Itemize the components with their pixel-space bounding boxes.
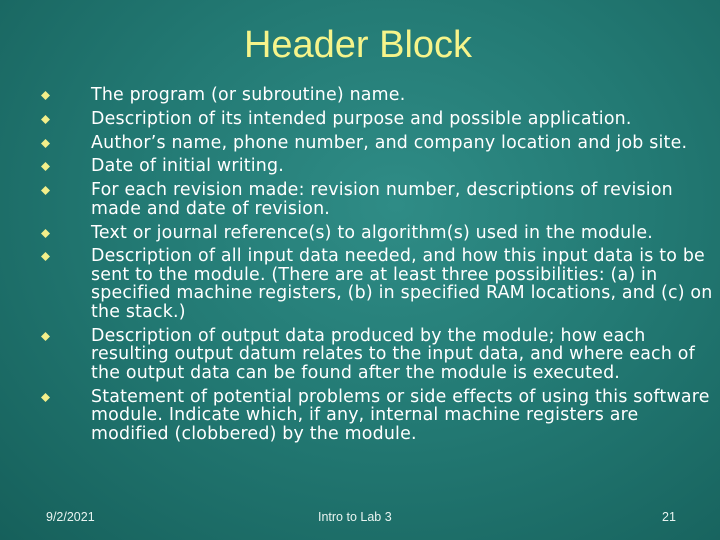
bullet-item [38,224,714,243]
bullet-text: Description of output data produced by the module; how each resulting output datum relates to the input data, and where each of the output data can be found after the module is executed. [91,325,695,384]
diamond-bullet-icon [41,229,50,238]
diamond-bullet-icon [41,332,50,341]
bullet-text: Date of initial writing. [91,156,284,177]
footer-date: 9/2/2021 [46,510,95,524]
bullet-item [38,388,714,444]
diamond-bullet-icon [41,186,50,195]
bullet-item [38,134,714,153]
slide-title: Header Block [243,24,473,66]
diamond-bullet-icon [41,252,50,261]
bullet-text: Statement of potential problems or side effects of using this software module. Indicate which, if any, internal machine registers are modified (clobbered) by the module. [91,386,710,444]
bullet-text: For each revision made: revision number, descriptions of revision made and date of revision. [91,180,673,219]
bullet-item [38,86,714,105]
page-number: 21 [662,510,676,524]
bullet-item [38,157,714,176]
footer-title: Intro to Lab 3 [318,510,392,524]
bullet-item [38,110,714,129]
bullet-text: Author’s name, phone number, and company location and job site. [91,132,688,153]
bullet-text: Text or journal reference(s) to algorithm(s) used in the module. [91,222,653,243]
bullet-item [38,181,714,218]
diamond-bullet-icon [41,91,50,100]
bullet-list [38,86,714,449]
bullet-text: Description of all input data needed, and how this input data is to be sent to the module. (There are at least three possibilities: (a) in specified machine registers, (b) in specified RAM locations, and (c) on the stack.) [91,246,713,323]
bullet-text: Description of its intended purpose and possible application. [91,108,632,129]
diamond-bullet-icon [41,162,50,171]
bullet-item [38,327,714,383]
diamond-bullet-icon [41,139,50,148]
bullet-item [38,247,714,321]
diamond-bullet-icon [41,115,50,124]
bullet-text: The program (or subroutine) name. [91,85,406,105]
diamond-bullet-icon [41,393,50,402]
